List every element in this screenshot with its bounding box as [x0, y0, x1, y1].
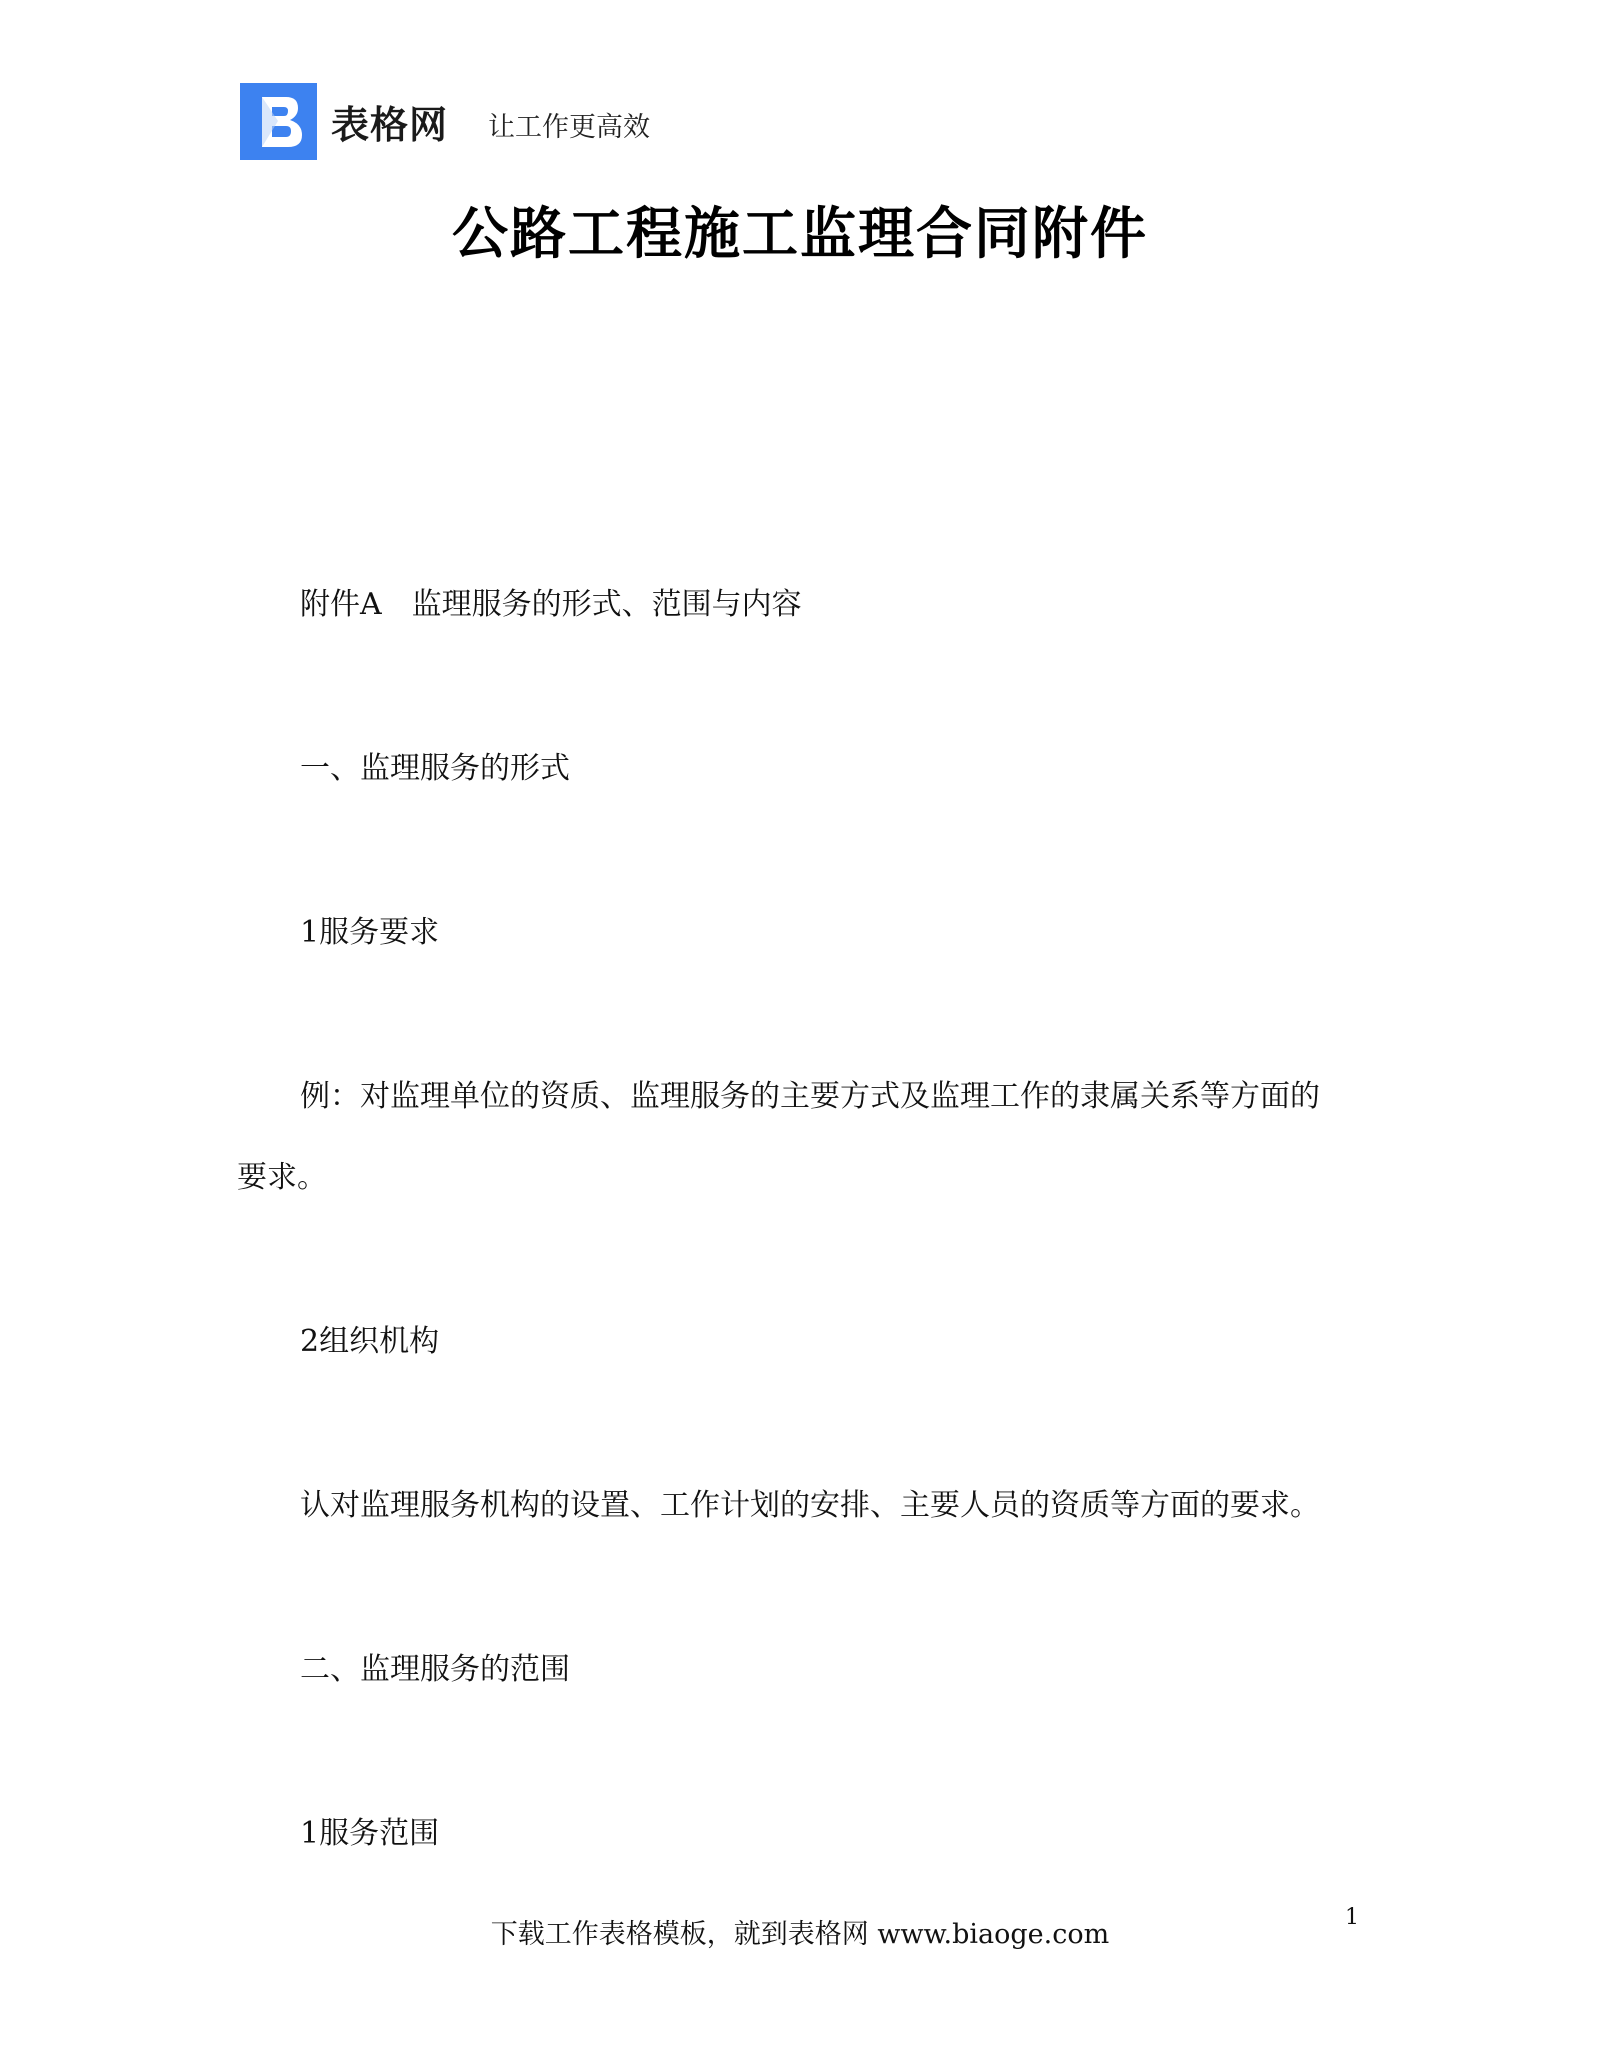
- subheading-service-requirements: 1服务要求: [300, 915, 440, 950]
- document-title: 公路工程施工监理合同附件: [452, 202, 1148, 267]
- paragraph-example-line1: 例：对监理单位的资质、监理服务的主要方式及监理工作的隶属关系等方面的: [300, 1079, 1320, 1114]
- paragraph-organization-detail: 认对监理服务机构的设置、工作计划的安排、主要人员的资质等方面的要求。: [300, 1488, 1320, 1523]
- subheading-service-scope: 1服务范围: [300, 1816, 440, 1851]
- brand-name: 表格网: [331, 102, 449, 147]
- section-heading-scope: 二、监理服务的范围: [300, 1652, 570, 1687]
- page-number: 1: [1345, 1905, 1359, 1930]
- page-header: [240, 82, 650, 160]
- subheading-organization: 2组织机构: [300, 1324, 440, 1359]
- biaoge-logo-icon: [240, 83, 317, 160]
- paragraph-appendix-a: 附件A 监理服务的形式、范围与内容: [300, 587, 802, 622]
- section-heading-form: 一、监理服务的形式: [300, 751, 570, 786]
- brand-slogan: 让工作更高效: [488, 111, 651, 143]
- paragraph-example-line2: 要求。: [237, 1160, 327, 1195]
- footer-text: 下载工作表格模板，就到表格网 www.biaoge.com: [490, 1919, 1110, 1950]
